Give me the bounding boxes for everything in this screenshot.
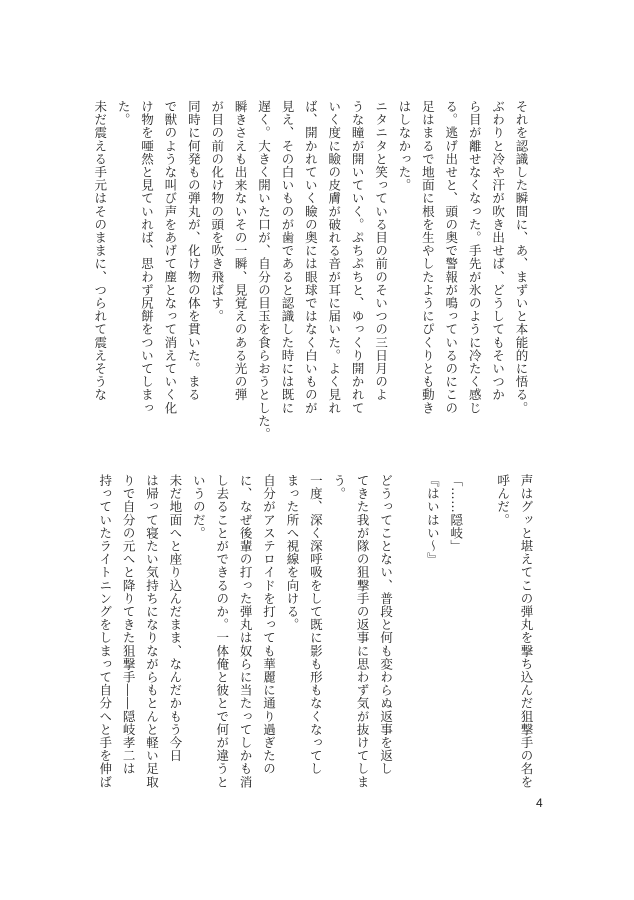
text-line: に、なぜ後輩の打った弾丸は奴らに当たってしかも消 bbox=[238, 474, 254, 789]
text-line: 『はいはい〜』 bbox=[425, 474, 441, 566]
text-line bbox=[398, 474, 421, 786]
text-line: 一度、深く深呼吸をして既に影も形もなくなってし bbox=[308, 474, 324, 776]
text-line: 未だ地面へと座り込んだまま、なんだかもう今日 bbox=[167, 474, 183, 763]
text-line: ニタニタと笑っている目の前のそいつの三日月のよ bbox=[373, 100, 389, 402]
text-line: で獣のような叫び声をあげて塵となって消えていく化 bbox=[162, 100, 178, 415]
text-line: た。 bbox=[116, 100, 132, 127]
upper-text-block bbox=[92, 100, 533, 441]
text-line: てきた我が隊の狙撃手の返事に思わず気が抜けてしま bbox=[355, 474, 371, 789]
text-line: 遅く。大きく開いた口が、自分の目玉を食らおうとした。 bbox=[256, 100, 272, 441]
text-line: ら目が離せなくなった。手先が氷のように冷たく感じ bbox=[467, 100, 483, 415]
text-line: 同時に何発もの弾丸が、化け物の体を貫いた。まる bbox=[186, 100, 202, 402]
text-line: それを認識した瞬間に、あ、まずいと本能的に悟る。 bbox=[514, 100, 529, 415]
text-line: は帰って寝たい気持ちになりながらもとんと軽い足取 bbox=[144, 474, 160, 789]
text-line: 声はグッと堪えてこの弾丸を撃ち込んだ狙撃手の名を bbox=[519, 474, 534, 789]
text-line: 見え、その白いものが歯であると認識した時には既に bbox=[279, 100, 295, 415]
page-number: 4 bbox=[536, 796, 543, 810]
text-line: まった所へ視線を向ける。 bbox=[284, 474, 300, 632]
lower-text-block bbox=[96, 474, 538, 789]
text-line: う。 bbox=[331, 474, 347, 501]
text-line: る。逃げ出せと、頭の奥で警報が鳴っているのにこの bbox=[443, 100, 459, 415]
text-line: 呼んだ。 bbox=[495, 474, 511, 527]
text-line: け物を唖然と見ていれば、思わず尻餅をついてしまっ bbox=[139, 100, 155, 415]
text-line: うな瞳が開いていく。ぷちぷちと、ゆっくり開かれて bbox=[350, 100, 366, 415]
text-line: し去ることができるのか。一体俺と彼とで何が違うと bbox=[214, 474, 230, 789]
text-line bbox=[468, 474, 491, 786]
text-line: いうのだ。 bbox=[191, 474, 207, 540]
text-line: ば、開かれていく瞼の奥には眼球ではなく白いものが bbox=[303, 100, 319, 415]
text-line: りで自分の元へと降りてきた狙撃手――隠岐孝二は bbox=[121, 474, 137, 776]
text-line: 持っていたライトニングをしまって自分へと手を伸ば bbox=[97, 474, 113, 789]
text-line: はしなかった。 bbox=[396, 100, 412, 192]
text-line: 瞬きさえも出来ないその一瞬、見覚えのある光の弾 bbox=[233, 100, 249, 402]
text-line: 「……隠岐」 bbox=[448, 474, 464, 553]
text-line: どうってことない、普段と何も変わらぬ返事を返し bbox=[378, 474, 394, 776]
text-line: いく度に瞼の皮膚が破れる音が耳に届いた。よく見れ bbox=[326, 100, 342, 415]
text-line: ぶわりと冷や汗が吹き出せば、どうしてもそいつか bbox=[490, 100, 506, 402]
text-line: が目の前の化け物の頭を吹き飛ばす。 bbox=[209, 100, 225, 323]
text-line: 足はまるで地面に根を生やしたようにぴくりとも動き bbox=[420, 100, 436, 415]
text-line: 未だ震える手元はそのままに、つられて震えそうな bbox=[92, 100, 108, 402]
text-line: 自分がアステロイドを打っても華麗に通り過ぎたの bbox=[261, 474, 277, 776]
